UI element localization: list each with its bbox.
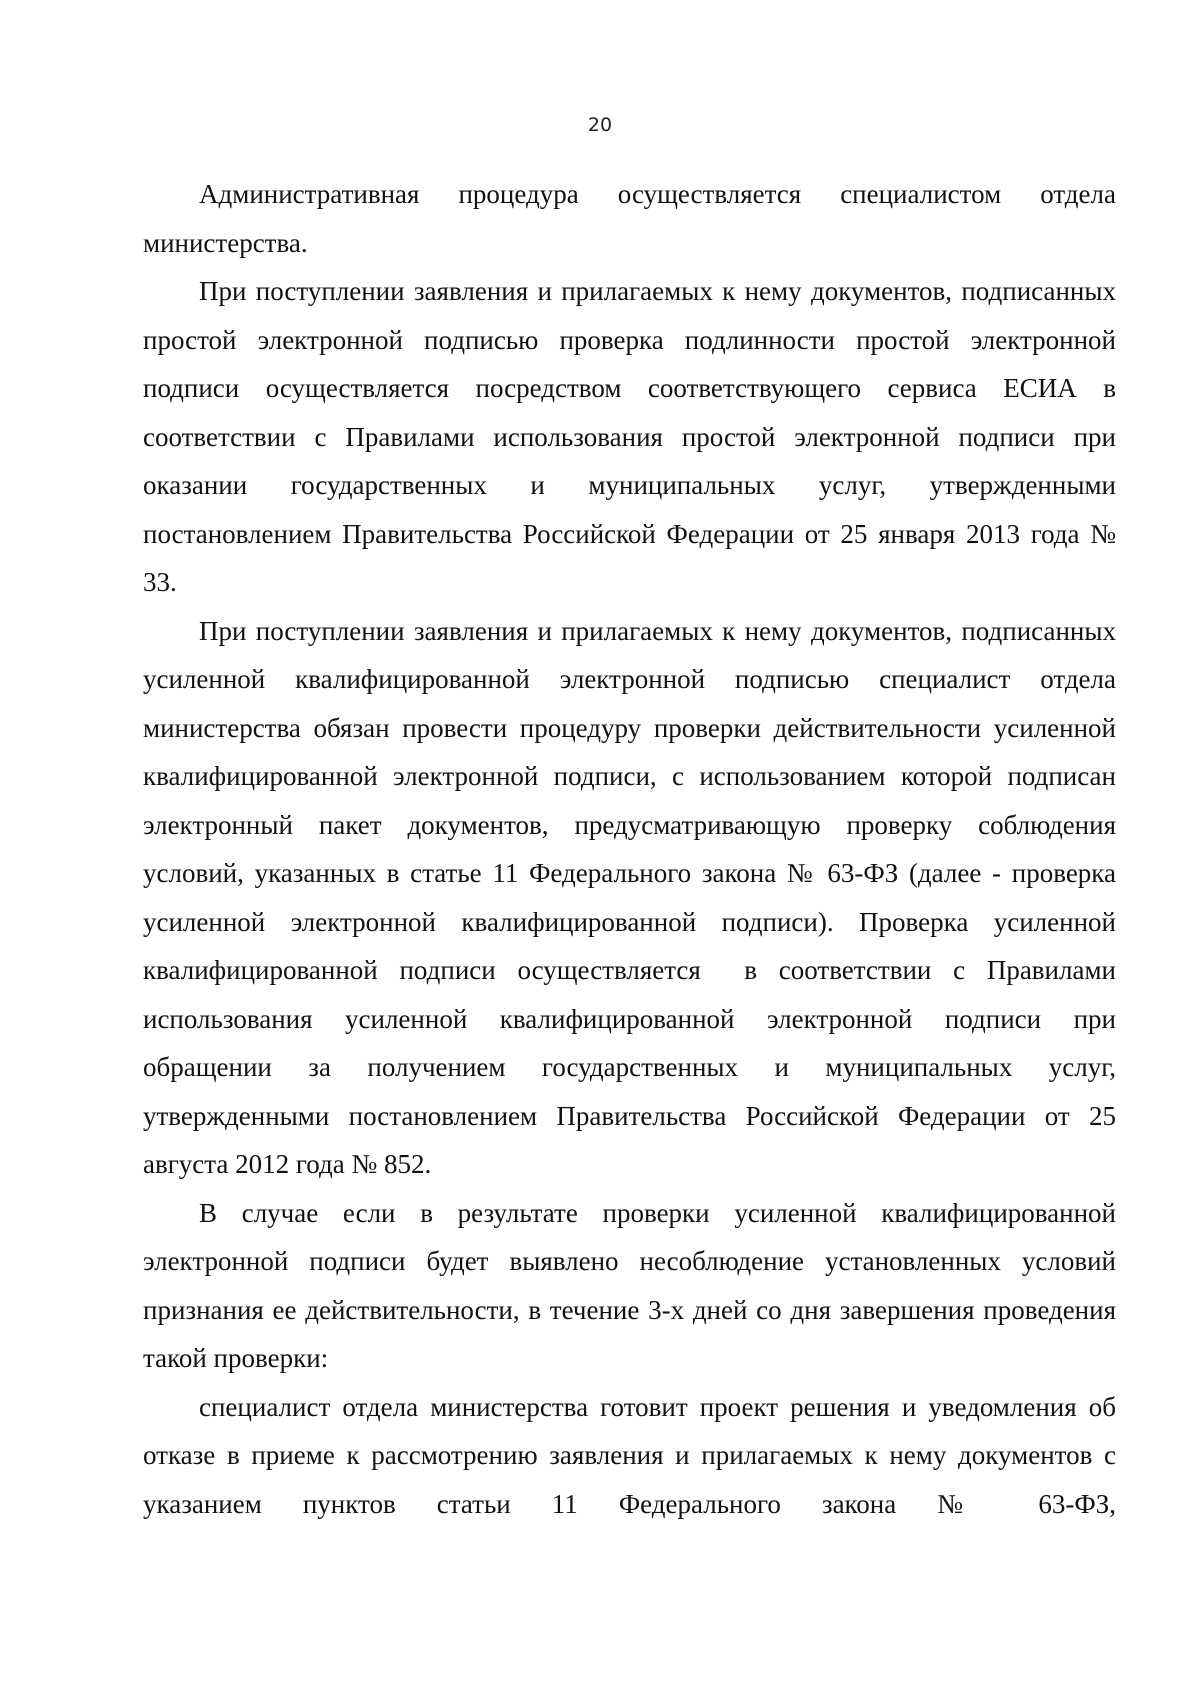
paragraph-qualified-signature-check: При поступлении заявления и прилагаемых к нему документов, подписанных усиленной квалифицированной электронной подписью специалист отдела министерства обязан провести процедуру проверки действительности усиленной квалифицированной электронной подписи, с использованием которой подписан электронный пакет документов, предусматривающую проверку соблюдения условий, указанных в статье 11 Федерального закона № 63-ФЗ (далее - проверка усиленной электронной квалифицированной подписи). Проверка усиленной квалифицированной подписи осуществляется в соответствии с Правилами использования усиленной квалифицированной электронной подписи при обращении за получением государственных и муниципальных услуг, утвержденными постановлением Правительства Российской Федерации от 25 августа 2012 года № 852. — [143, 615, 1123, 1179]
paragraph-signature-invalid-case: В случае если в результате проверки усиленной квалифицированной электронной подписи будет выявлено несоблюдение установленных условий признания ее действительности, в течение 3-х дней со дня завершения проведения такой проверки: — [143, 1197, 1123, 1373]
paragraph-simple-signature-check: При поступлении заявления и прилагаемых к нему документов, подписанных простой электронной подписью проверка подлинности простой электронной подписи осуществляется посредством соответствующего сервиса ЕСИА в соответствии с Правилами использования простой электронной подписи при оказании государственных и муниципальных услуг, утвержденными постановлением Правительства Российской Федерации от 25 января 2013 года № 33. — [143, 276, 1123, 597]
paragraph-refusal-notice: специалист отдела министерства готовит проект решения и уведомления об отказе в приеме к рассмотрению заявления и прилагаемых к нему документов с указанием пунктов статьи 11 Федерального закона № 63-ФЗ, — [143, 1391, 1123, 1519]
page-number: 20 — [587, 114, 613, 136]
document-body — [143, 170, 1123, 1528]
paragraph-procedure-performer: Административная процедура осуществляется специалистом отдела министерства. — [143, 179, 1123, 258]
